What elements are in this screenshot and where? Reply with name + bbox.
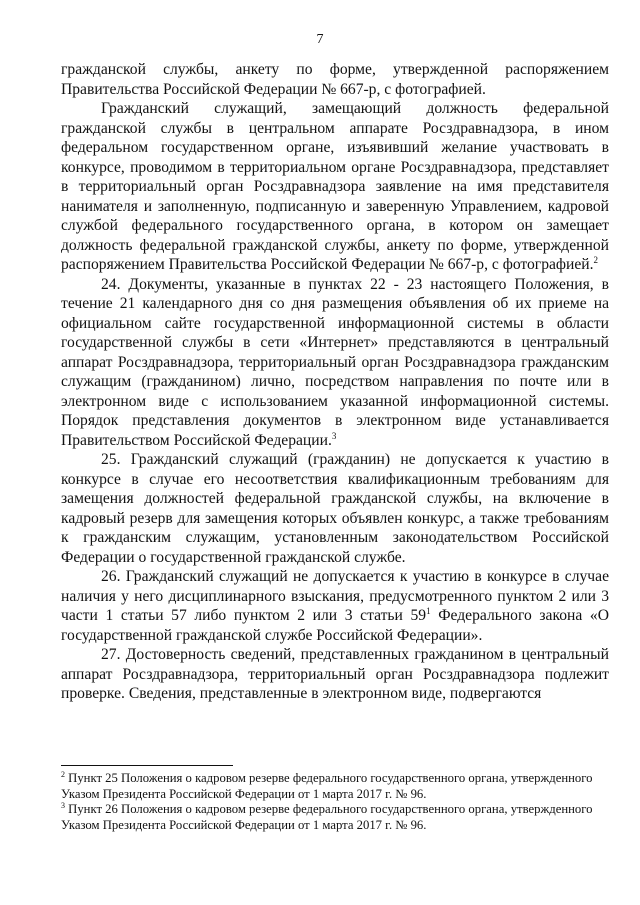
page-number: 7	[316, 32, 324, 47]
footnote-divider	[61, 765, 233, 766]
paragraph-item-27: 27. Достоверность сведений, представленных гражданином в центральный аппарат Росздравнадзора, территориальный орган Росздравнадзора подлежит проверке. Сведения, представленные в электронном виде, подвергаются	[61, 646, 609, 702]
paragraph-continuation: гражданской службы, анкету по форме, утвержденной распоряжением Правительства Российской Федерации № 667-р, с фотографией.	[61, 61, 609, 98]
paragraph-item-26: 26. Гражданский служащий не допускается к участию в конкурсе в случае наличия у него дисциплинарного взыскания, предусмотренного пунктом 2 или 3 части 1 статьи 57 либо пунктом 2 или 3 статьи $59^1$ Федерального закона «О государственной гражданской службе Российской Федерации».	[61, 568, 609, 644]
article-superscript: 1	[426, 605, 431, 616]
document-body	[61, 60, 609, 704]
footnote-2: $^2$ Пункт 25 Положения о кадровом резерве федерального государственного органа, утвержденного Указом Президента Российской Федерации от 1 марта 2017 г. № 96.	[61, 769, 593, 801]
paragraph-civil-servant-application: Гражданский служащий, замещающий должность федеральной гражданской службы в центральном аппарате Росздравнадзора, в ином федеральном государственном органе, изъявивший желание участвовать в конкурсе, проводимом в территориальном органе Росздравнадзора, представляет в территориальный орган Росздравнадзора заявление на имя представителя нанимателя и заполненную, подписанную и заверенную Управлением, кадровой службой федерального государственного органа, в котором он замещает должность федеральной гражданской службы, анкету по форме, утвержденной распоряжением Правительства Российской Федерации № 667-р, с фотографией.$^2$	[61, 100, 609, 273]
footnote-3: $^3$ Пункт 26 Положения о кадровом резерве федерального государственного органа, утвержденного Указом Президента Российской Федерации от 1 марта 2017 г. № 96.	[61, 800, 593, 832]
footnote-ref-3: 3	[331, 430, 337, 441]
paragraph-item-24: 24. Документы, указанные в пунктах 22 - 23 настоящего Положения, в течение 21 календарного дня со дня размещения объявления об их приеме на официальном сайте государственной информационной системы в области государственной службы в сети «Интернет» представляются в центральный аппарат Росздравнадзора, территориальный орган Росздравнадзора гражданским служащим (гражданином) лично, посредством направления по почте или в электронном виде с использованием указанной информационной системы. Порядок представления документов в электронном виде устанавливается Правительством Российской Федерации.$^3$	[61, 275, 609, 449]
footnotes	[61, 771, 621, 833]
footnote-ref-2: 2	[593, 254, 599, 265]
paragraph-item-25: 25. Гражданский служащий (гражданин) не допускается к участию в конкурсе в случае его несоответствия квалификационным требованиям для замещения должностей федеральной гражданской службы, на включение в кадровый резерв для замещения которых объявлен конкурс, а также требованиям к гражданским служащим, установленным законодательством Российской Федерации о государственной гражданской службе.	[61, 451, 609, 566]
footnote-mark: 3	[61, 800, 65, 810]
footnote-mark: 2	[61, 769, 65, 779]
